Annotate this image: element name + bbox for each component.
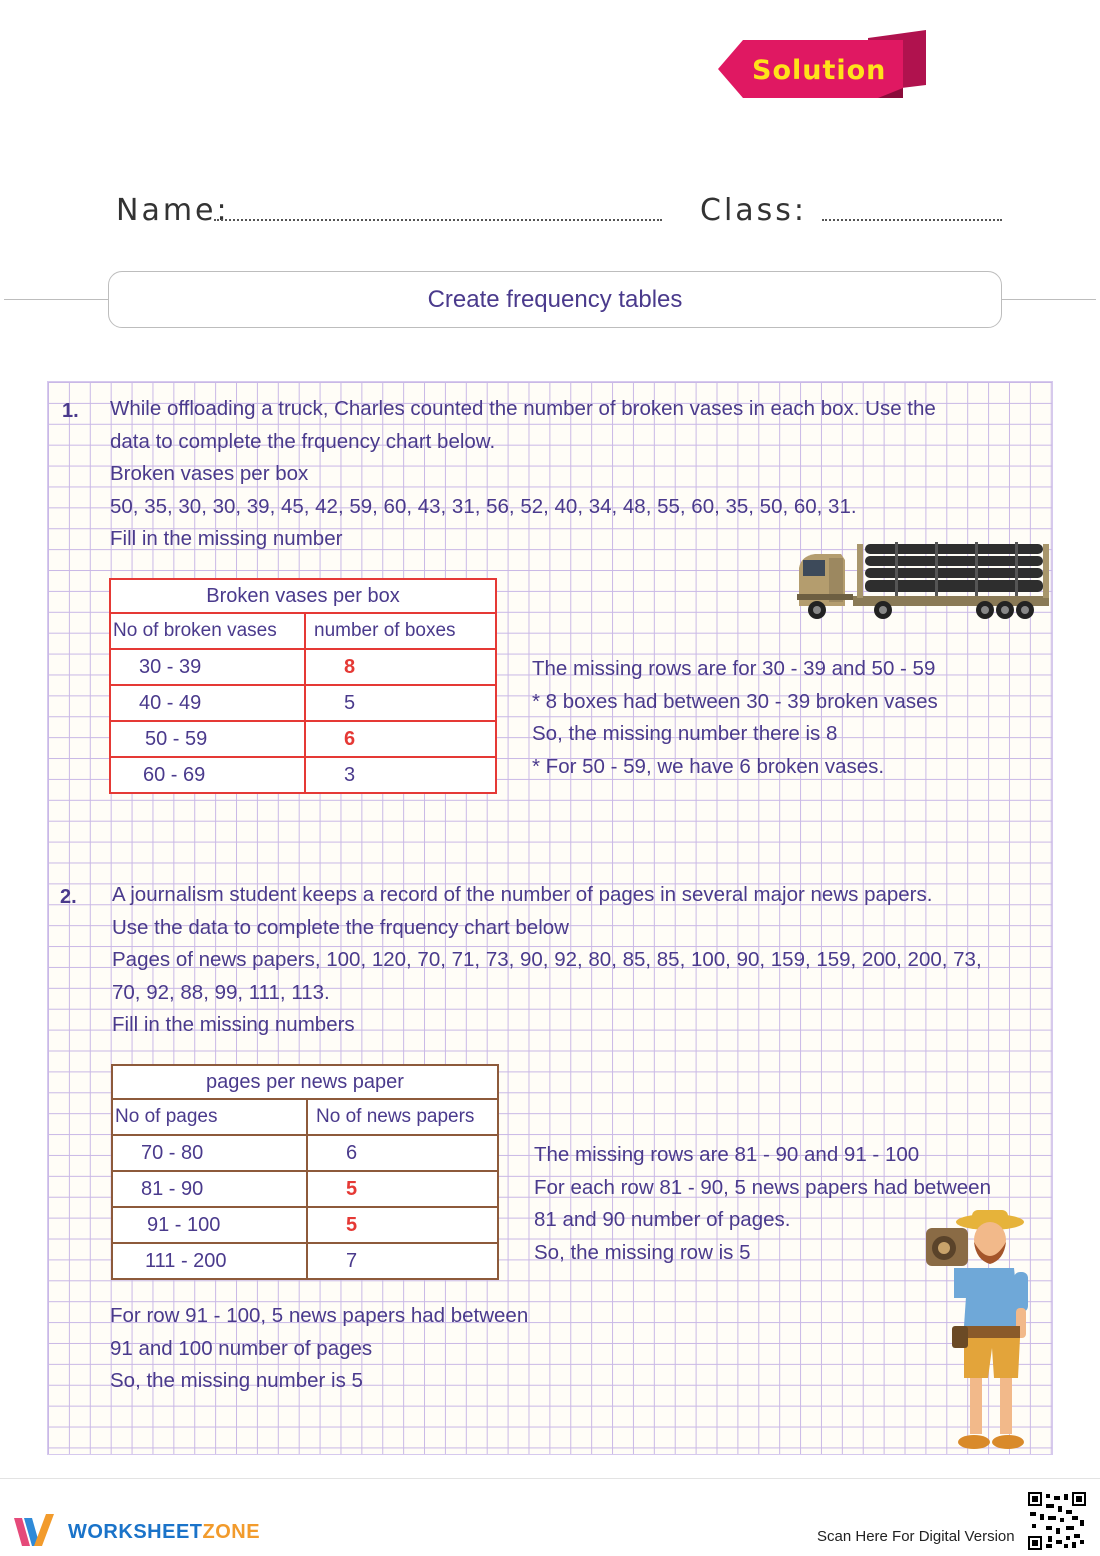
table-row [110, 721, 496, 757]
range-cell: 70 - 80 [112, 1135, 307, 1171]
q2-number: 2. [60, 886, 77, 908]
range-cell: 60 - 69 [110, 757, 305, 793]
value-cell: 6 [307, 1135, 498, 1171]
title-divider-right [1000, 299, 1096, 300]
name-label: Name: [116, 193, 230, 228]
q2-explanation-line: 81 and 90 number of pages. [534, 1208, 791, 1231]
q1-data-line: 50, 35, 30, 30, 39, 45, 42, 59, 60, 43, 31, 56, 52, 40, 34, 48, 55, 60, 35, 50, 60, 31. [110, 494, 857, 518]
answer-cell[interactable]: 6 [305, 721, 496, 757]
q2-extra-line: So, the missing number is 5 [110, 1369, 363, 1392]
range-cell: 81 - 90 [112, 1171, 307, 1207]
q1-text-line: data to complete the frquency chart below. [110, 429, 496, 453]
table-row [112, 1135, 498, 1171]
table-row [112, 1207, 498, 1243]
q1-explanation-line: * 8 boxes had between 30 - 39 broken vases [532, 689, 938, 713]
name-field[interactable] [214, 219, 662, 221]
table-row [110, 685, 496, 721]
range-cell: 50 - 59 [110, 721, 305, 757]
range-cell: 30 - 39 [110, 649, 305, 685]
brand-name[interactable] [68, 1521, 260, 1544]
footer-divider [0, 1478, 1100, 1479]
table-row [110, 649, 496, 685]
value-cell: 7 [307, 1243, 498, 1279]
q2-instruction: Fill in the missing numbers [112, 1013, 355, 1036]
worksheet-title: Create frequency tables [108, 271, 1002, 328]
value-cell: 3 [305, 757, 496, 793]
q1-instruction: Fill in the missing number [110, 527, 343, 550]
range-cell: 91 - 100 [112, 1207, 307, 1243]
qr-code-icon[interactable] [1028, 1492, 1086, 1550]
scan-label: Scan Here For Digital Version [817, 1528, 1015, 1545]
column-header: No of broken vases [110, 613, 305, 649]
q2-extra-line: For row 91 - 100, 5 news papers had between [110, 1304, 529, 1327]
q1-number: 1. [62, 400, 79, 422]
answer-cell[interactable]: 5 [307, 1171, 498, 1207]
column-header: No of news papers [307, 1099, 498, 1135]
q1-text-line: While offloading a truck, Charles counted the number of broken vases in each box. Use the [110, 397, 936, 420]
q1-text-line: Broken vases per box [110, 462, 309, 485]
class-label: Class: [700, 193, 808, 228]
table-row [112, 1171, 498, 1207]
q2-data-line: 70, 92, 88, 99, 111, 113. [112, 980, 330, 1004]
q2-data-line: Pages of news papers, 100, 120, 70, 71, 73, 90, 92, 80, 85, 85, 100, 90, 159, 159, 200, 200, 73, [112, 948, 982, 971]
answer-cell[interactable]: 5 [307, 1207, 498, 1243]
range-cell: 111 - 200 [112, 1243, 307, 1279]
title-divider-left [4, 299, 108, 300]
q2-extra-line: 91 and 100 number of pages [110, 1336, 373, 1360]
q1-explanation-line: The missing rows are for 30 - 39 and 50 - 59 [532, 657, 936, 680]
q2-explanation-line: The missing rows are 81 - 90 and 91 - 100 [534, 1143, 920, 1166]
range-cell: 40 - 49 [110, 685, 305, 721]
table-row [112, 1243, 498, 1279]
q2-text-line: Use the data to complete the frquency chart below [112, 915, 569, 939]
class-field[interactable] [822, 219, 1002, 221]
q2-explanation-line: So, the missing row is 5 [534, 1240, 751, 1264]
table-row [110, 757, 496, 793]
q1-explanation-line: So, the missing number there is 8 [532, 722, 838, 745]
q2-frequency-table [111, 1064, 499, 1280]
table-caption: pages per news paper [112, 1065, 498, 1099]
table-caption: Broken vases per box [110, 579, 496, 613]
column-header: number of boxes [305, 613, 496, 649]
q2-text-line: A journalism student keeps a record of the number of pages in several major news papers. [112, 883, 933, 906]
q1-explanation-line: * For 50 - 59, we have 6 broken vases. [532, 754, 885, 778]
brand-name-part: ZONE [202, 1521, 261, 1543]
q1-frequency-table [109, 578, 497, 794]
answer-cell[interactable]: 8 [305, 649, 496, 685]
value-cell: 5 [305, 685, 496, 721]
brand-name-part: WORKSHEET [68, 1521, 203, 1543]
column-header: No of pages [112, 1099, 307, 1135]
journalist-illustration [918, 1208, 1038, 1453]
truck-illustration [795, 538, 1053, 624]
worksheetzone-logo-icon [14, 1514, 60, 1550]
q2-explanation-line: For each row 81 - 90, 5 news papers had between [534, 1175, 991, 1199]
solution-label: Solution [752, 55, 887, 86]
